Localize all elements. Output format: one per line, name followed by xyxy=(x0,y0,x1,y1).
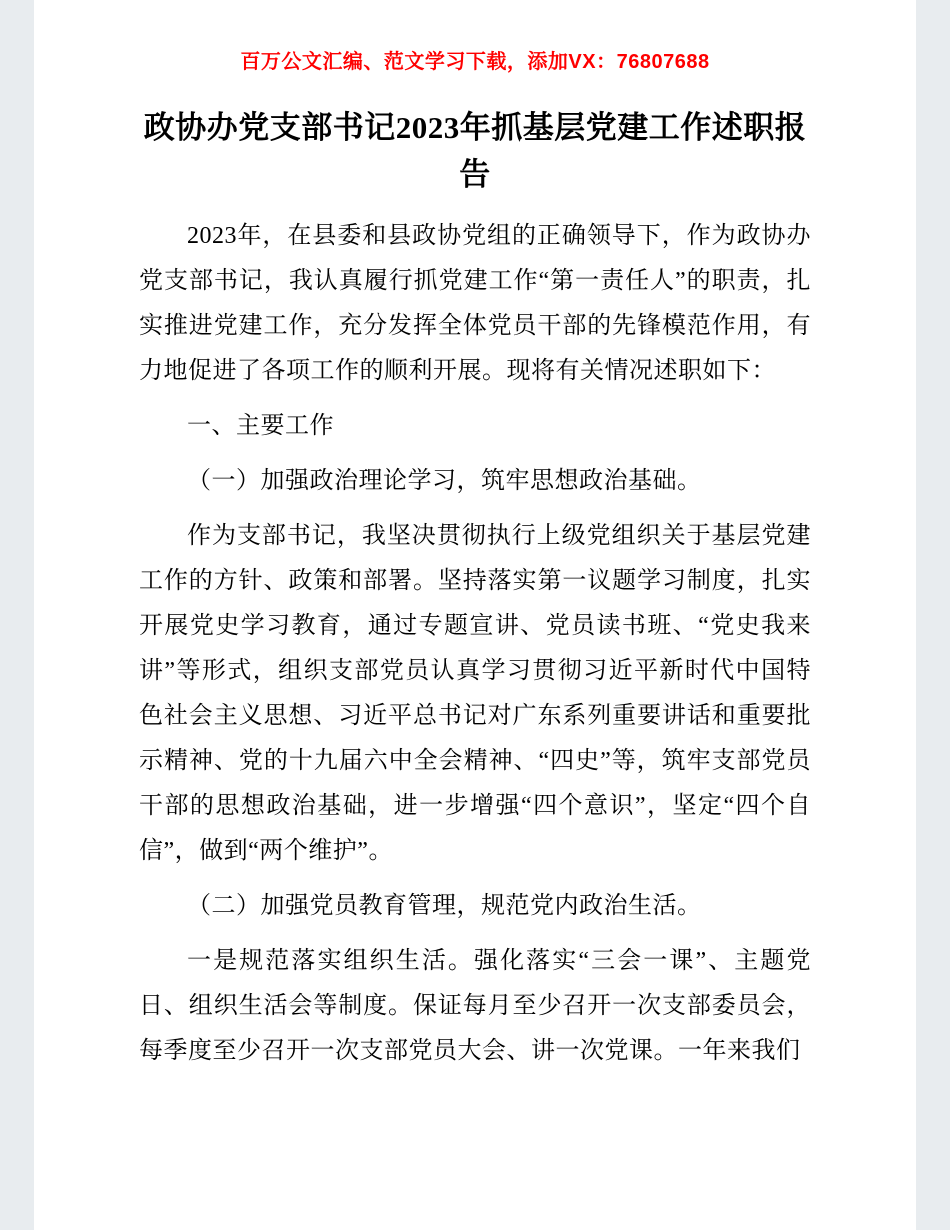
document-page xyxy=(34,0,916,1230)
paragraph-theory-study: 作为支部书记，我坚决贯彻执行上级党组织关于基层党建工作的方针、政策和部署。坚持落实第一议题学习制度，扎实开展党史学习教育，通过专题宣讲、党员读书班、“党史我来讲”等形式，组织支部党员认真学习贯彻习近平新时代中国特色社会主义思想、习近平总书记对广东系列重要讲话和重要批示精神、党的十九届六中全会精神、“四史”等，筑牢支部党员干部的思想政治基础，进一步增强“四个意识”，坚定“四个自信”，做到“两个维护”。 xyxy=(139,523,811,864)
section-heading-main-work: 一、主要工作 xyxy=(187,413,334,439)
sub-heading-member-education: （二）加强党员教育管理，规范党内政治生活。 xyxy=(187,893,702,919)
document-title: 政协办党支部书记2023年抓基层党建工作述职报告 xyxy=(143,110,807,192)
paragraph-organization-life: 一是规范落实组织生活。强化落实“三会一课”、主题党日、组织生活会等制度。保证每月至少召开一次支部委员会，每季度至少召开一次支部党员大会、讲一次党课。一年来我们 xyxy=(139,948,811,1064)
sub-heading-political-theory: （一）加强政治理论学习，筑牢思想政治基础。 xyxy=(187,468,702,494)
paragraph-intro: 2023年，在县委和县政协党组的正确领导下，作为政协办党支部书记，我认真履行抓党建工作“第一责任人”的职责，扎实推进党建工作，充分发挥全体党员干部的先锋模范作用，有力地促进了各项工作的顺利开展。现将有关情况述职如下： xyxy=(139,223,811,384)
watermark-notice: 百万公文汇编、范文学习下载，添加VX：76807688 xyxy=(240,51,710,73)
